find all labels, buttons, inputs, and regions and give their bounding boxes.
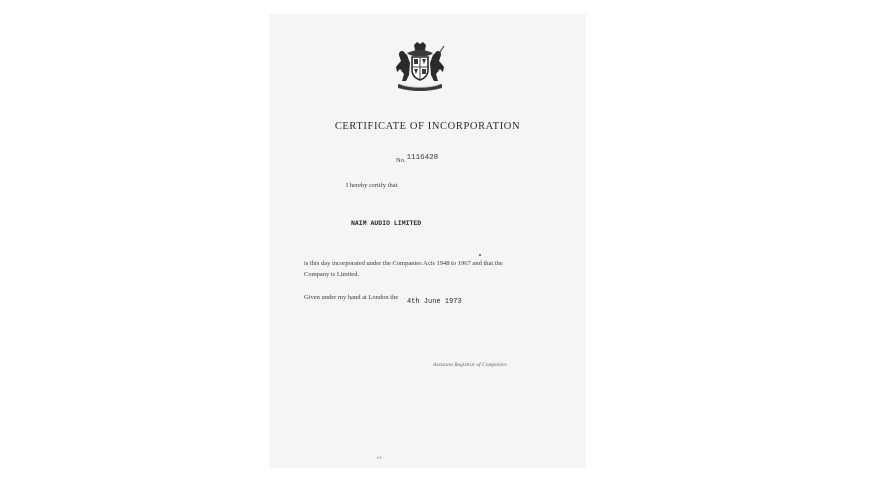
- royal-coat-of-arms-icon: [393, 41, 447, 93]
- certificate-title: CERTIFICATE OF INCORPORATION: [334, 121, 521, 132]
- ink-speck: [479, 254, 481, 256]
- incorporation-line-1: is this day incorporated under the Companies Acts 1948 to 1967 and that the: [304, 260, 503, 267]
- certify-text: I hereby certify that: [346, 182, 398, 189]
- company-name: NAIM AUDIO LIMITED: [351, 220, 422, 227]
- signature-caption: Assistant Registrar of Companies: [433, 362, 507, 368]
- registration-number: [396, 154, 439, 165]
- incorporation-date: 4th June 1973: [407, 298, 462, 306]
- number-label: No.: [396, 157, 406, 164]
- number-value: 1116428: [406, 154, 439, 162]
- incorporation-line-2: Company is Limited.: [304, 271, 360, 278]
- page-mark: ex: [377, 456, 382, 461]
- certificate-document: [269, 14, 586, 468]
- given-text: Given under my hand at London the: [304, 294, 399, 301]
